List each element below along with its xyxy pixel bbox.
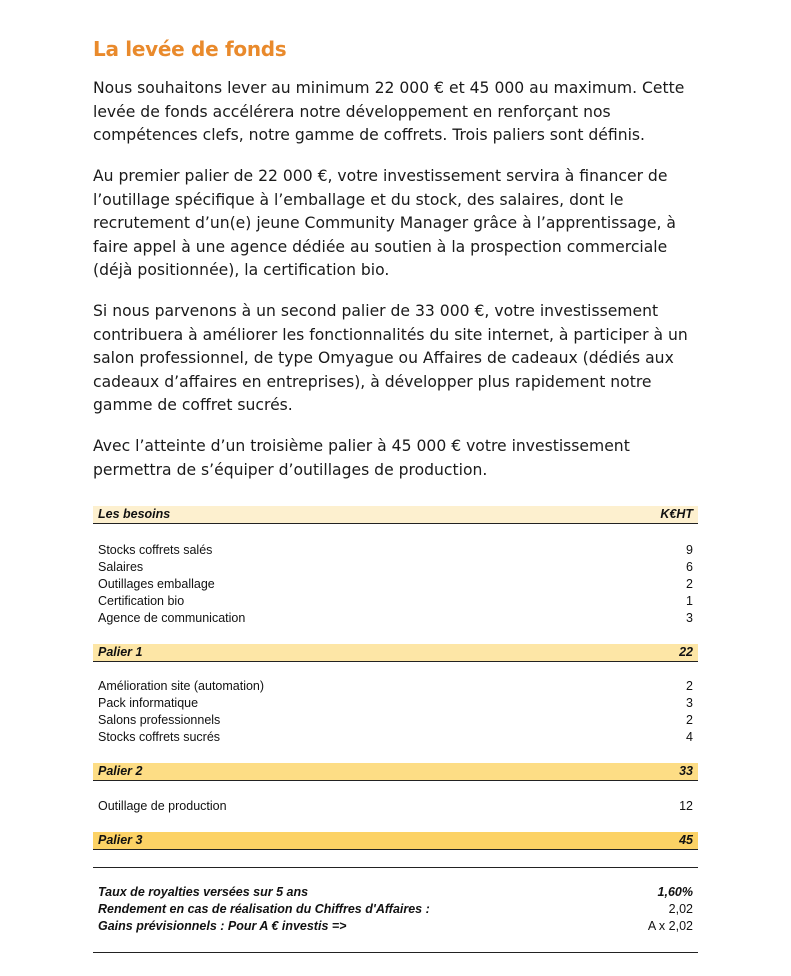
palier-3-total: 45: [679, 833, 693, 847]
palier-1-total: 22: [679, 645, 693, 659]
row-label: Amélioration site (automation): [98, 679, 265, 693]
table-row: [93, 712, 698, 729]
paragraph-palier-3: Avec l’atteinte d’un troisième palier à 45 000 € votre investissement permettra de s’équiper d’outillages de production.: [93, 437, 630, 479]
row-value: 2: [686, 577, 693, 591]
section-title: La levée de fonds: [93, 37, 287, 61]
row-value: A x 2,02: [647, 919, 693, 933]
row-value: 3: [686, 696, 693, 710]
row-value: 6: [686, 560, 693, 574]
row-label: Salons professionnels: [98, 713, 221, 727]
row-label: Rendement en cas de réalisation du Chiffres d'Affaires :: [98, 902, 430, 916]
paragraph-intro: Nous souhaitons lever au minimum 22 000 € et 45 000 au maximum. Cette levée de fonds accélérera notre développement en renforçant nos compétences clefs, notre gamme de coffrets. Trois paliers sont définis.: [93, 79, 685, 144]
table-row: [93, 576, 698, 593]
row-label: Taux de royalties versées sur 5 ans: [98, 885, 309, 899]
palier-2-total: 33: [679, 764, 693, 778]
palier-3-label: Palier 3: [98, 833, 143, 847]
royalties-summary: [93, 884, 698, 935]
row-label: Agence de communication: [98, 611, 246, 625]
row-value: 1,60%: [657, 885, 693, 899]
palier-2-row: [93, 763, 698, 781]
row-value: 1: [686, 594, 693, 608]
row-value: 9: [686, 543, 693, 557]
row-value: 3: [686, 611, 693, 625]
paragraph-palier-1: Au premier palier de 22 000 €, votre investissement servira à financer de l’outillage spécifique à l’emballage et du stock, des salaires, dont le recrutement d’un(e) jeune Community Manager grâce à l’apprentissage, à faire appel à une agence dédiée au soutien à la prospection commerciale (déjà positionnée), la certification bio.: [93, 167, 676, 279]
row-label: Certification bio: [98, 594, 185, 608]
header-label: Les besoins: [98, 507, 171, 521]
divider-top: [93, 867, 698, 868]
table-row: [93, 678, 698, 695]
row-label: Outillages emballage: [98, 577, 215, 591]
paragraph-palier-2: Si nous parvenons à un second palier de 33 000 €, votre investissement contribuera à améliorer les fonctionnalités du site internet, à participer à un salon professionnel, de type Omyague ou Affaires de cadeaux (dédiés aux cadeaux d’affaires en entreprises), à développer plus rapidement notre gamme de coffret sucrés.: [93, 302, 688, 414]
table-row: [93, 695, 698, 712]
table-row: [93, 559, 698, 576]
row-value: 2,02: [668, 902, 693, 916]
table-row: [93, 918, 698, 935]
table-row: [93, 593, 698, 610]
table-row: [93, 729, 698, 746]
needs-group-1: [93, 542, 698, 627]
row-label: Gains prévisionnels : Pour A € investis =>: [98, 919, 347, 933]
needs-group-2: [93, 678, 698, 746]
row-value: 4: [686, 730, 693, 744]
needs-table-header: [93, 506, 698, 524]
table-row: [93, 542, 698, 559]
table-row: [93, 901, 698, 918]
row-value: 2: [686, 713, 693, 727]
palier-1-label: Palier 1: [98, 645, 143, 659]
row-label: Salaires: [98, 560, 144, 574]
table-row: [93, 798, 698, 815]
row-value: 2: [686, 679, 693, 693]
row-label: Outillage de production: [98, 799, 227, 813]
needs-group-3: [93, 798, 698, 815]
row-label: Pack informatique: [98, 696, 199, 710]
row-label: Stocks coffrets sucrés: [98, 730, 221, 744]
divider-bottom: [93, 952, 698, 953]
table-row: [93, 884, 698, 901]
table-row: [93, 610, 698, 627]
palier-3-row: [93, 832, 698, 850]
row-label: Stocks coffrets salés: [98, 543, 213, 557]
header-unit: K€HT: [660, 507, 693, 521]
row-value: 12: [679, 799, 693, 813]
palier-2-label: Palier 2: [98, 764, 143, 778]
palier-1-row: [93, 644, 698, 662]
document-page: [93, 34, 698, 479]
